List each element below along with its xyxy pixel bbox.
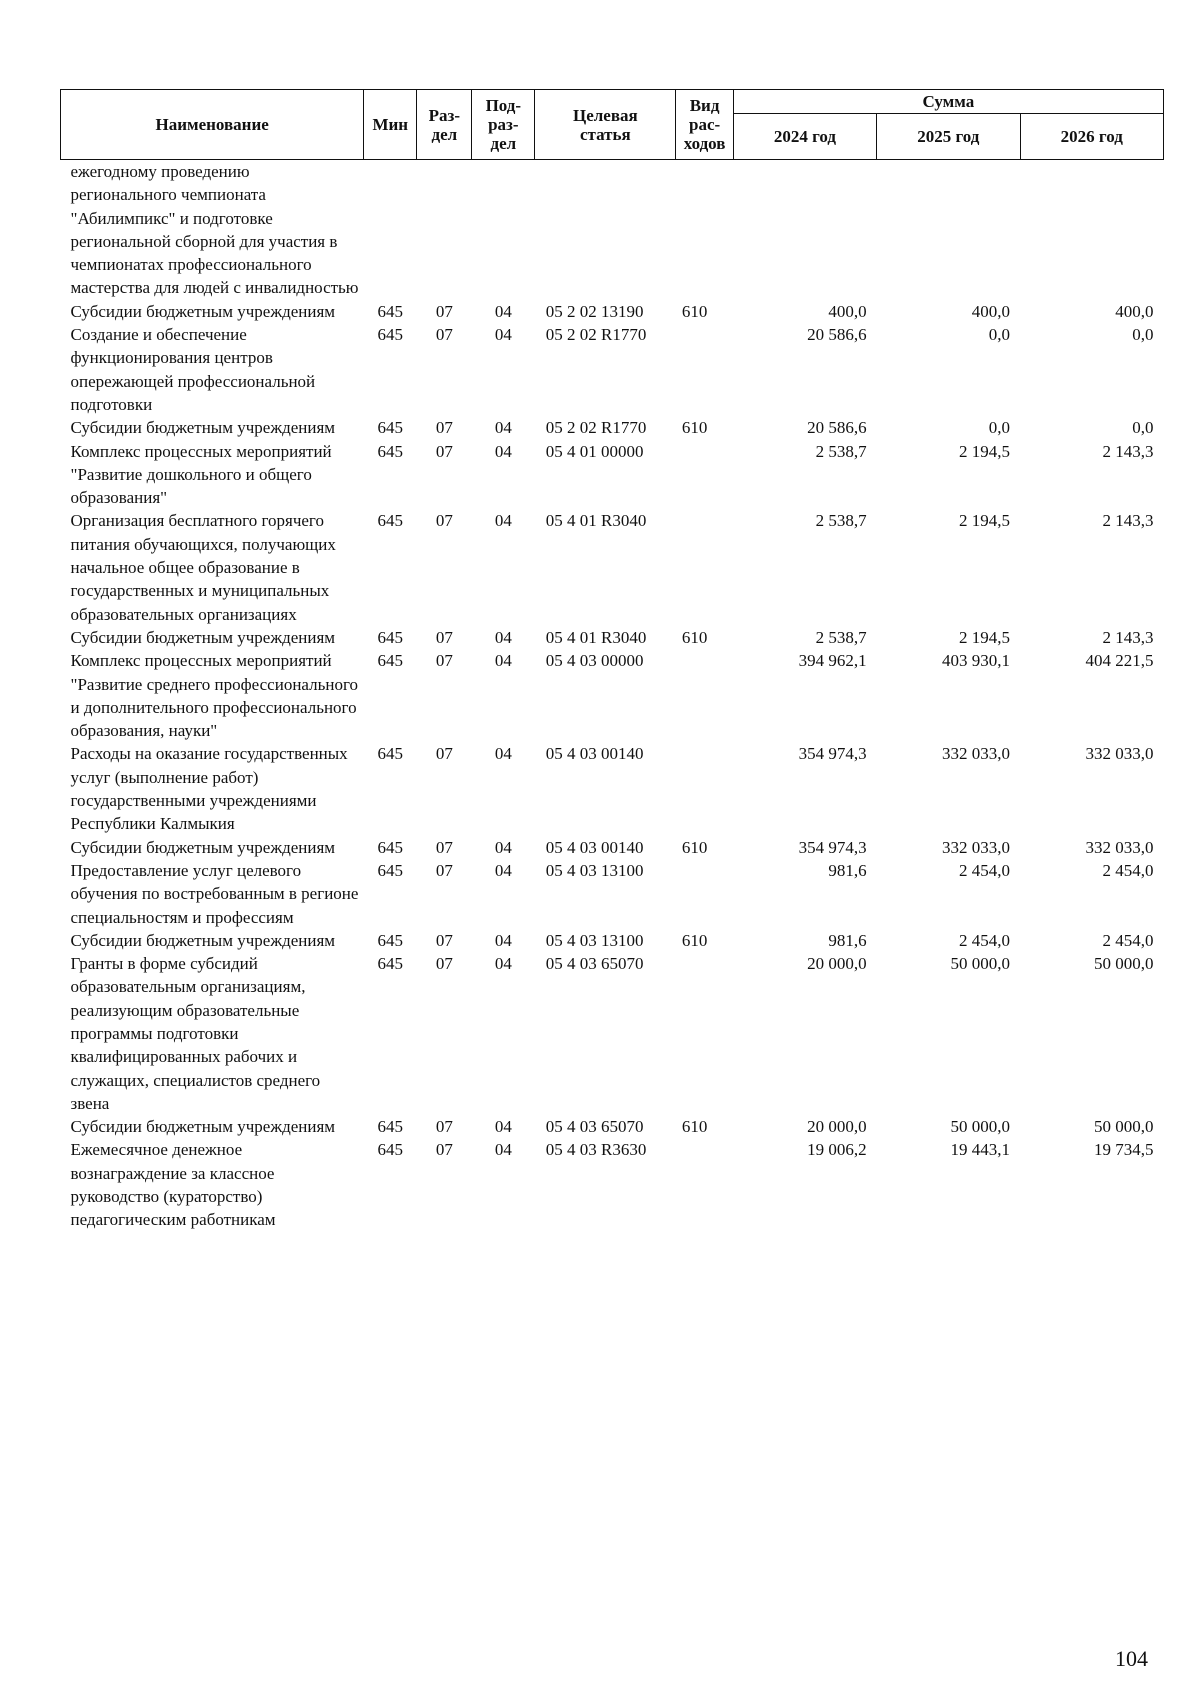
cell-name: Расходы на оказание государственных услуг (выполнение работ) государственными учреждениями Республики Калмыкия [70,744,348,834]
cell-2026: 332 033,0 [1085,837,1154,857]
cell-podrazdel [472,160,535,300]
cell-2024: 354 974,3 [798,744,867,764]
table-row [61,626,1164,649]
cell-2026: 404 221,5 [1085,651,1154,671]
cell-min: 645 [377,418,404,438]
cell-vid [676,160,733,300]
table-row [61,440,1164,510]
cell-razdel: 07 [435,744,453,764]
cell-vid [676,509,733,625]
cell-name: Гранты в форме субсидий образовательным организациям, реализующим образовательные программы подготовки квалифицированных рабочих и служащих, специалистов среднего звена [70,954,321,1113]
cell-name: Субсидии бюджетным учреждениям [70,1117,336,1137]
cell-2025: 50 000,0 [950,954,1011,974]
cell-vid [676,742,733,835]
cell-2026: 332 033,0 [1085,744,1154,764]
cell-name: Организация бесплатного горячего питания обучающихся, получающих начальное общее образование в государственных и муниципальных образовательных организациях [70,511,336,624]
cell-razdel: 07 [435,325,453,345]
cell-vid [676,323,733,416]
cell-name: Субсидии бюджетным учреждениям [70,301,336,321]
cell-2025: 2 454,0 [959,930,1011,950]
cell-target: 05 4 03 13100 [545,930,644,950]
cell-target: 05 2 02 R1770 [545,418,647,438]
header-podrazdel: Под- раз- дел [472,90,535,160]
cell-2024: 2 538,7 [815,627,867,647]
cell-2024: 354 974,3 [798,837,867,857]
header-year-2024: 2024 год [733,114,876,160]
cell-min: 645 [377,930,404,950]
cell-razdel: 07 [435,1117,453,1137]
cell-2026: 2 143,3 [1102,441,1154,461]
header-razdel: Раз- дел [417,90,472,160]
cell-razdel: 07 [435,1140,453,1160]
table-header [61,90,1164,160]
cell-2025: 332 033,0 [942,744,1011,764]
table-row [61,859,1164,929]
cell-2024: 394 962,1 [798,651,867,671]
cell-2026: 50 000,0 [1094,954,1154,974]
cell-vid [676,440,733,510]
cell-razdel: 07 [435,627,453,647]
header-year-2026: 2026 год [1020,114,1163,160]
cell-2024 [733,160,876,300]
cell-podrazdel: 04 [494,744,512,764]
table-row [61,1138,1164,1231]
cell-min: 645 [377,325,404,345]
cell-vid [676,649,733,742]
cell-min: 645 [377,954,404,974]
cell-min: 645 [377,441,404,461]
cell-podrazdel: 04 [494,325,512,345]
cell-2024: 20 000,0 [807,1117,867,1137]
cell-razdel: 07 [435,441,453,461]
table-row [61,836,1164,859]
cell-razdel: 07 [435,651,453,671]
cell-vid [676,1138,733,1231]
cell-2026: 400,0 [1115,301,1154,321]
cell-min: 645 [377,744,404,764]
cell-2025: 2 454,0 [959,860,1011,880]
cell-2025: 400,0 [971,301,1011,321]
cell-2024: 2 538,7 [815,511,867,531]
cell-2026 [1020,160,1163,300]
cell-name: ежегодному проведению регионального чемпионата "Абилимпикс" и подготовке региональной сборной для участия в чемпионатах профессионального мастерства для людей с инвалидностью [70,162,359,298]
cell-name: Субсидии бюджетным учреждениям [70,930,336,950]
cell-razdel: 07 [435,837,453,857]
table-row [61,952,1164,1115]
cell-target: 05 4 01 R3040 [545,511,647,531]
cell-podrazdel: 04 [494,301,512,321]
cell-target: 05 2 02 13190 [545,301,644,321]
cell-2024: 19 006,2 [807,1140,867,1160]
cell-name: Предоставление услуг целевого обучения по востребованным в регионе специальностям и профессиям [70,860,359,927]
cell-podrazdel: 04 [494,418,512,438]
table-row [61,649,1164,742]
cell-2024: 20 586,6 [807,418,867,438]
budget-table [60,89,1164,1232]
cell-2026: 0,0 [1132,418,1154,438]
cell-2026: 2 143,3 [1102,627,1154,647]
cell-target: 05 4 03 00000 [545,651,644,671]
cell-2026: 50 000,0 [1094,1117,1154,1137]
cell-vid: 610 [681,930,708,950]
cell-vid: 610 [681,627,708,647]
cell-min [364,160,417,300]
cell-razdel [417,160,472,300]
table-row [61,323,1164,416]
cell-podrazdel: 04 [494,1140,512,1160]
table-row [61,1115,1164,1138]
cell-2024: 981,6 [828,860,867,880]
cell-2024: 20 586,6 [807,325,867,345]
cell-razdel: 07 [435,860,453,880]
cell-2025: 332 033,0 [942,837,1011,857]
cell-2025: 0,0 [988,418,1011,438]
cell-2026: 2 143,3 [1102,511,1154,531]
cell-razdel: 07 [435,930,453,950]
cell-podrazdel: 04 [494,954,512,974]
cell-name: Ежемесячное денежное вознаграждение за классное руководство (кураторство) педагогическим работникам [70,1140,276,1230]
cell-razdel: 07 [435,418,453,438]
cell-min: 645 [377,1140,404,1160]
cell-vid: 610 [681,301,708,321]
table-row [61,929,1164,952]
cell-vid [676,952,733,1115]
cell-name: Субсидии бюджетным учреждениям [70,627,336,647]
page-number: 104 [1115,1646,1148,1671]
header-name: Наименование [61,90,364,160]
cell-min: 645 [377,837,404,857]
cell-podrazdel: 04 [494,627,512,647]
cell-2024: 400,0 [828,301,867,321]
cell-target: 05 2 02 R1770 [545,325,647,345]
cell-podrazdel: 04 [494,930,512,950]
cell-podrazdel: 04 [494,1117,512,1137]
cell-name: Комплекс процессных мероприятий "Развитие среднего профессионального и дополнительного профессионального образования, науки" [70,651,359,741]
cell-podrazdel: 04 [494,511,512,531]
cell-2026: 19 734,5 [1094,1140,1154,1160]
cell-2024: 2 538,7 [815,441,867,461]
cell-target: 05 4 03 R3630 [545,1140,647,1160]
cell-2025: 50 000,0 [950,1117,1011,1137]
cell-2025: 2 194,5 [959,627,1011,647]
cell-2025 [877,160,1020,300]
cell-razdel: 07 [435,954,453,974]
cell-name: Субсидии бюджетным учреждениям [70,418,336,438]
cell-podrazdel: 04 [494,441,512,461]
table-row [61,416,1164,439]
cell-target: 05 4 03 00140 [545,837,644,857]
cell-min: 645 [377,651,404,671]
cell-2026: 2 454,0 [1102,860,1154,880]
cell-target: 05 4 01 R3040 [545,627,647,647]
header-min: Мин [364,90,417,160]
cell-min: 645 [377,511,404,531]
cell-target: 05 4 03 65070 [545,954,644,974]
cell-min: 645 [377,627,404,647]
table-body [61,160,1164,1232]
header-target: Целевая статья [535,90,676,160]
cell-name: Комплекс процессных мероприятий "Развитие дошкольного и общего образования" [70,441,332,508]
cell-target: 05 4 01 00000 [545,441,644,461]
cell-vid: 610 [681,418,708,438]
cell-vid: 610 [681,837,708,857]
cell-razdel: 07 [435,301,453,321]
cell-podrazdel: 04 [494,837,512,857]
cell-2026: 2 454,0 [1102,930,1154,950]
cell-target [535,160,676,300]
cell-min: 645 [377,301,404,321]
header-sum: Сумма [733,90,1163,114]
cell-podrazdel: 04 [494,651,512,671]
table-row [61,509,1164,625]
cell-vid: 610 [681,1117,708,1137]
cell-name: Создание и обеспечение функционирования центров опережающей профессиональной подготовки [70,325,316,414]
header-year-2025: 2025 год [877,114,1020,160]
cell-2025: 2 194,5 [959,511,1011,531]
cell-razdel: 07 [435,511,453,531]
cell-2025: 403 930,1 [942,651,1011,671]
cell-2024: 981,6 [828,930,867,950]
cell-2025: 0,0 [988,325,1011,345]
cell-2025: 2 194,5 [959,441,1011,461]
cell-vid [676,859,733,929]
cell-2025: 19 443,1 [950,1140,1011,1160]
cell-podrazdel: 04 [494,860,512,880]
cell-2024: 20 000,0 [807,954,867,974]
cell-name: Субсидии бюджетным учреждениям [70,837,336,857]
cell-2026: 0,0 [1132,325,1154,345]
cell-min: 645 [377,1117,404,1137]
table-row [61,742,1164,835]
cell-target: 05 4 03 65070 [545,1117,644,1137]
cell-target: 05 4 03 13100 [545,860,644,880]
header-vid: Вид рас- ходов [676,90,733,160]
table-row [61,300,1164,323]
cell-target: 05 4 03 00140 [545,744,644,764]
cell-min: 645 [377,860,404,880]
table-row [61,160,1164,300]
